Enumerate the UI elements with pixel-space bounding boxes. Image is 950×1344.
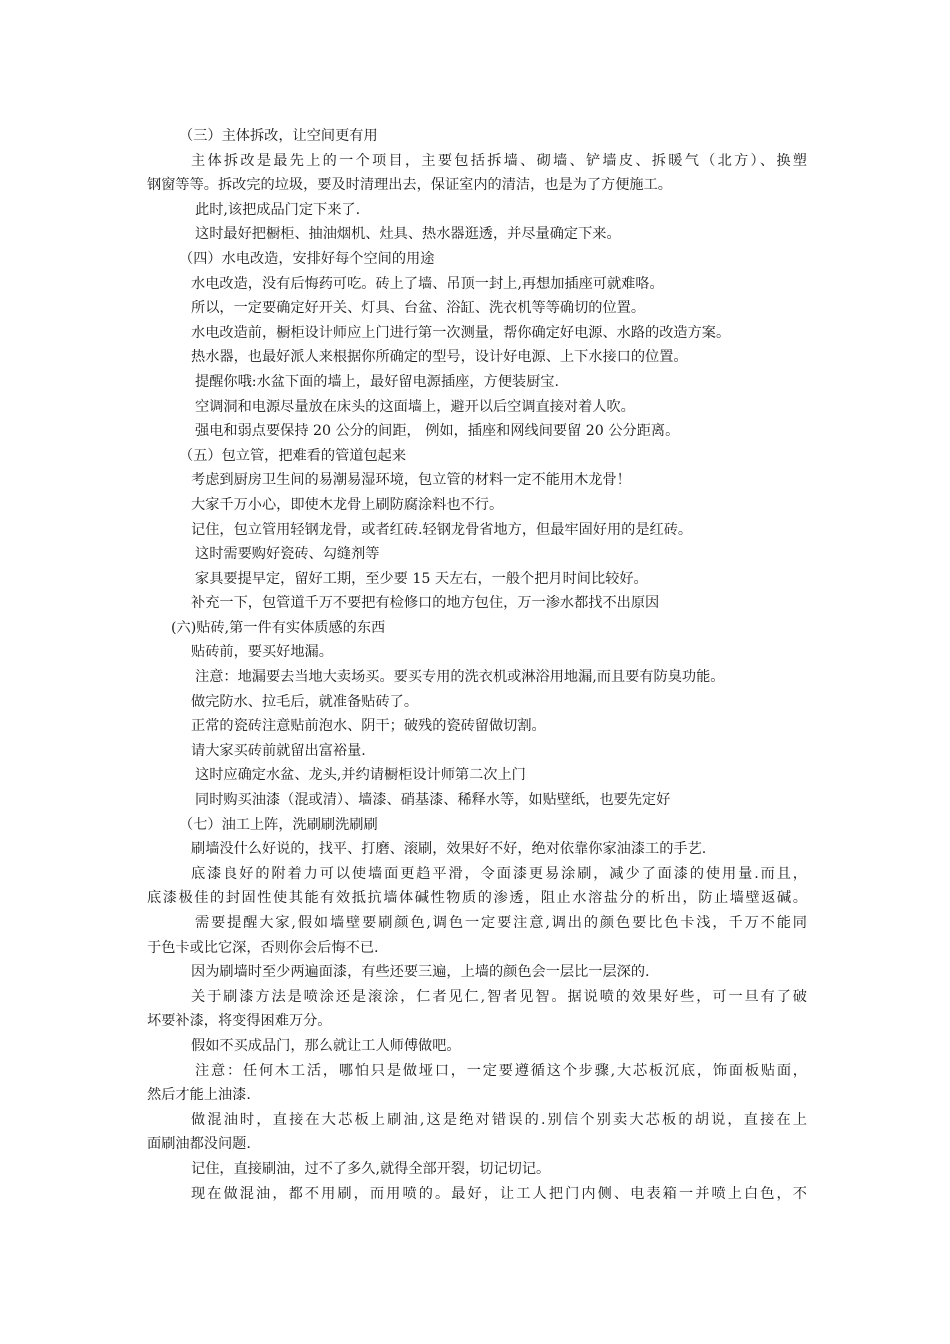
paragraph-line: 强电和弱点要保持 20 公分的间距， 例如，插座和网线间要留 20 公分距离。 bbox=[195, 423, 680, 440]
section-heading: （四）水电改造，安排好每个空间的用途 bbox=[179, 250, 435, 267]
paragraph-line: 这时最好把橱柜、抽油烟机、灶具、热水器逛透，并尽量确定下来。 bbox=[195, 226, 621, 243]
paragraph-line: 请大家买砖前就留出富裕量. bbox=[191, 742, 366, 759]
paragraph-line: 底漆良好的附着力可以使墙面更趋平滑，令面漆更易涂刷，减少了面漆的使用量.而且， bbox=[191, 865, 807, 882]
paragraph-line: 现在做混油，都不用刷，而用喷的。最好，让工人把门内侧、电表箱一并喷上白色，不 bbox=[191, 1185, 807, 1202]
paragraph-line: 补充一下，包管道千万不要把有检修口的地方包住，万一渗水都找不出原因 bbox=[191, 595, 660, 612]
paragraph-line: 水电改造，没有后悔药可吃。砖上了墙、吊顶一封上,再想加插座可就难咯。 bbox=[191, 275, 664, 292]
paragraph-line: 所以，一定要确定好开关、灯具、台盆、浴缸、洗衣机等等确切的位置。 bbox=[191, 300, 646, 317]
document-body bbox=[147, 124, 807, 1206]
paragraph-line: 面刷油都没问题. bbox=[147, 1136, 251, 1153]
paragraph-line: 热水器，也最好派人来根据你所确定的型号，设计好电源、上下水接口的位置。 bbox=[191, 349, 688, 366]
paragraph-line: 正常的瓷砖注意贴前泡水、阴干；破残的瓷砖留做切割。 bbox=[191, 718, 546, 735]
paragraph-line: 提醒你哦:水盆下面的墙上，最好留电源插座，方便装厨宝. bbox=[195, 373, 559, 390]
paragraph-line: 注意：任何木工活，哪怕只是做垭口，一定要遵循这个步骤,大芯板沉底，饰面板贴面， bbox=[195, 1062, 807, 1079]
section-heading: （五）包立管，把难看的管道包起来 bbox=[179, 447, 407, 464]
paragraph-line: 假如不买成品门，那么就让工人师傅做吧。 bbox=[191, 1037, 461, 1054]
paragraph-line: 刷墙没什么好说的，找平、打磨、滚刷，效果好不好，绝对依靠你家油漆工的手艺. bbox=[191, 841, 707, 858]
paragraph-line: 因为刷墙时至少两遍面漆，有些还要三遍，上墙的颜色会一层比一层深的. bbox=[191, 964, 650, 981]
paragraph-line: 记住，包立管用轻钢龙骨，或者红砖.轻钢龙骨省地方，但最牢固好用的是红砖。 bbox=[191, 521, 693, 538]
paragraph-line: 水电改造前，橱柜设计师应上门进行第一次测量，帮你确定好电源、水路的改造方案。 bbox=[191, 324, 731, 341]
paragraph-line: 贴砖前，要买好地漏。 bbox=[191, 644, 333, 661]
paragraph-line: 坏要补漆，将变得困难万分。 bbox=[147, 1013, 332, 1030]
paragraph-line: 于色卡或比它深，否则你会后悔不已. bbox=[147, 939, 379, 956]
section-heading: （七）油工上阵，洗刷刷洗刷刷 bbox=[179, 816, 378, 833]
paragraph-line: 然后才能上油漆. bbox=[147, 1087, 251, 1104]
paragraph-line: 空调洞和电源尽量放在床头的这面墙上，避开以后空调直接对着人吹。 bbox=[195, 398, 635, 415]
section-heading: (六)贴砖,第一件有实体质感的东西 bbox=[171, 619, 386, 636]
paragraph-line: 家具要提早定，留好工期，至少要 15 天左右，一般个把月时间比较好。 bbox=[195, 570, 648, 587]
paragraph-line: 做完防水、拉毛后，就准备贴砖了。 bbox=[191, 693, 419, 710]
paragraph-line: 做混油时，直接在大芯板上刷油,这是绝对错误的.别信个别卖大芯板的胡说，直接在上 bbox=[191, 1111, 807, 1128]
paragraph-line: 关于刷漆方法是喷涂还是滚涂，仁者见仁,智者见智。据说喷的效果好些，可一旦有了破 bbox=[191, 988, 807, 1005]
paragraph-line: 这时应确定水盆、龙头,并约请橱柜设计师第二次上门 bbox=[195, 767, 526, 784]
paragraph-line: 考虑到厨房卫生间的易潮易湿环境，包立管的材料一定不能用木龙骨！ bbox=[191, 472, 631, 489]
paragraph-line: 注意：地漏要去当地大卖场买。要买专用的洗衣机或淋浴用地漏,而且要有防臭功能。 bbox=[195, 669, 725, 686]
paragraph-line: 底漆极佳的封固性使其能有效抵抗墙体碱性物质的渗透，阻止水溶盐分的析出，防止墙壁返碱。 bbox=[147, 890, 807, 907]
paragraph-line: 钢窗等等。拆改完的垃圾，要及时清理出去，保证室内的清洁，也是为了方便施工。 bbox=[147, 177, 672, 194]
paragraph-line: 记住，直接刷油，过不了多久,就得全部开裂，切记切记。 bbox=[191, 1160, 551, 1177]
paragraph-line: 主体拆改是最先上的一个项目，主要包括拆墙、砌墙、铲墙皮、拆暖气（北方）、换塑 bbox=[191, 152, 807, 169]
paragraph-line: 大家千万小心，即使木龙骨上刷防腐涂料也不行。 bbox=[191, 496, 504, 513]
paragraph-line: 此时,该把成品门定下来了. bbox=[195, 201, 361, 218]
paragraph-line: 同时购买油漆（混或清）、墙漆、硝基漆、稀释水等，如贴壁纸，也要先定好 bbox=[195, 792, 671, 809]
section-heading: （三）主体拆改，让空间更有用 bbox=[179, 128, 378, 144]
paragraph-line: 这时需要购好瓷砖、勾缝剂等 bbox=[195, 546, 380, 563]
paragraph-line: 需要提醒大家,假如墙壁要刷颜色,调色一定要注意,调出的颜色要比色卡浅，千万不能同 bbox=[195, 915, 807, 931]
